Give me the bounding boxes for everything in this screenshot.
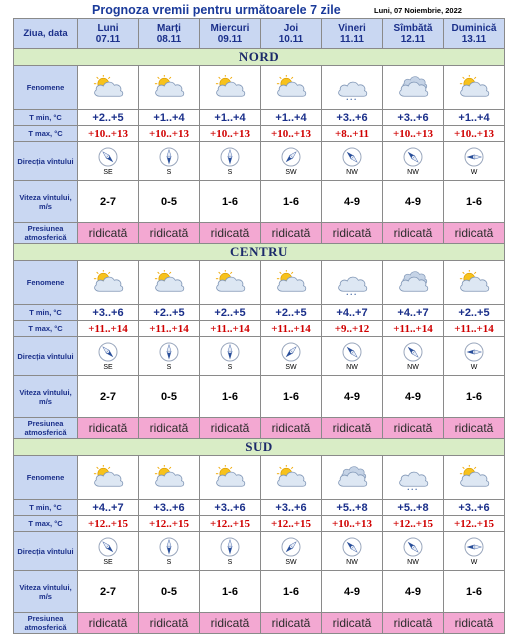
cloudy-icon	[395, 75, 431, 101]
wind-direction-label: SE	[103, 558, 113, 566]
wind-speed-value: 0-5	[139, 376, 200, 418]
weather-cell	[383, 66, 444, 110]
cloudy-icon	[395, 270, 431, 296]
weather-cell	[444, 261, 505, 305]
wind-direction-cell	[78, 142, 139, 181]
wind-direction-cell	[200, 337, 261, 376]
weather-cell	[322, 456, 383, 500]
weather-cell	[200, 261, 261, 305]
wind-direction-cell	[261, 337, 322, 376]
tmin-row	[14, 305, 505, 321]
tmax-value: +10..+13	[139, 126, 200, 142]
wind-speed-row	[14, 181, 505, 223]
tmin-value: +2..+5	[200, 305, 261, 321]
wind-arrow-icon	[281, 342, 301, 362]
wind-direction	[139, 342, 199, 371]
region-name: SUD	[14, 439, 505, 456]
partly-cloudy-icon	[90, 75, 126, 101]
pressure-value: ridicată	[444, 613, 505, 634]
day-name: Vineri	[338, 22, 366, 34]
wind-arrow-icon	[342, 342, 362, 362]
partly-cloudy-icon	[456, 270, 492, 296]
wind-direction-label: SW	[285, 558, 297, 566]
wind-direction-row	[14, 142, 505, 181]
wind-direction-cell	[261, 532, 322, 571]
wind-direction-label: NW	[346, 558, 358, 566]
day-date: 12.11	[400, 33, 426, 45]
weather-cell	[139, 456, 200, 500]
wind-direction-label: S	[227, 363, 233, 371]
wind-speed-value: 1-6	[261, 376, 322, 418]
day-header	[139, 19, 200, 49]
wind-direction-label: W	[470, 363, 478, 371]
wind-direction	[444, 537, 504, 566]
weather-cell	[261, 66, 322, 110]
wind-arrow-icon	[403, 342, 423, 362]
day-date: 11.11	[340, 33, 364, 45]
region-row	[14, 49, 505, 66]
pressure-value: ridicată	[200, 418, 261, 439]
wind-direction-label: NW	[407, 558, 419, 566]
tmax-value: +10..+13	[200, 126, 261, 142]
pressure-value: ridicată	[261, 223, 322, 244]
wind-direction-label: S	[166, 363, 172, 371]
tmin-value: +1..+4	[139, 110, 200, 126]
day-name: Duminică	[451, 22, 497, 34]
tmax-row	[14, 126, 505, 142]
wind-arrow-icon	[220, 147, 240, 167]
wind-speed-value: 1-6	[200, 376, 261, 418]
day-name: Marți	[157, 22, 181, 34]
wind-speed-value: 4-9	[322, 181, 383, 223]
partly-cloudy-icon	[90, 465, 126, 491]
weather-cell	[261, 456, 322, 500]
wind-direction-cell	[322, 142, 383, 181]
pressure-value: ridicată	[200, 223, 261, 244]
tmax-value: +10..+13	[261, 126, 322, 142]
tmax-value: +11..+14	[139, 321, 200, 337]
pressure-label: Presiunea atmosferică	[14, 613, 78, 634]
tmax-label: T max, °C	[14, 126, 78, 142]
day-header	[78, 19, 139, 49]
wind-direction-cell	[139, 337, 200, 376]
weather-cell	[139, 261, 200, 305]
wind-speed-value: 1-6	[200, 571, 261, 613]
wind-direction-cell	[444, 532, 505, 571]
cloud-snow-icon	[395, 465, 431, 491]
tmin-value: +1..+4	[200, 110, 261, 126]
wind-speed-value: 1-6	[261, 181, 322, 223]
wind-speed-label: Viteza vîntului, m/s	[14, 181, 78, 223]
partly-cloudy-icon	[212, 465, 248, 491]
region-name: CENTRU	[14, 244, 505, 261]
pressure-value: ridicată	[139, 223, 200, 244]
tmax-value: +11..+14	[383, 321, 444, 337]
wind-direction	[200, 537, 260, 566]
wind-direction	[78, 147, 138, 176]
wind-direction-label: S	[166, 168, 172, 176]
wind-direction-label: SE	[103, 168, 113, 176]
wind-speed-value: 1-6	[444, 571, 505, 613]
wind-direction-cell	[78, 337, 139, 376]
wind-arrow-icon	[98, 342, 118, 362]
cloud-snow-icon	[334, 270, 370, 296]
wind-speed-value: 4-9	[322, 571, 383, 613]
pressure-value: ridicată	[78, 223, 139, 244]
wind-speed-value: 0-5	[139, 571, 200, 613]
pressure-value: ridicată	[444, 223, 505, 244]
wind-direction-label: SE	[103, 363, 113, 371]
wind-direction-cell	[200, 532, 261, 571]
tmin-row	[14, 110, 505, 126]
wind-direction	[261, 147, 321, 176]
wind-speed-value: 1-6	[444, 376, 505, 418]
wind-direction-cell	[383, 142, 444, 181]
weather-cell	[78, 456, 139, 500]
tmax-value: +12..+15	[200, 516, 261, 532]
fenomene-label: Fenomene	[14, 261, 78, 305]
pressure-value: ridicată	[78, 418, 139, 439]
fenomene-label: Fenomene	[14, 66, 78, 110]
pressure-value: ridicată	[322, 613, 383, 634]
wind-direction-cell	[444, 337, 505, 376]
wind-direction-row	[14, 337, 505, 376]
day-name: Joi	[283, 22, 299, 34]
wind-arrow-icon	[220, 342, 240, 362]
tmin-value: +3..+6	[322, 110, 383, 126]
tmin-value: +3..+6	[444, 500, 505, 516]
tmin-value: +2..+5	[444, 305, 505, 321]
wind-direction	[261, 537, 321, 566]
wind-direction	[322, 537, 382, 566]
wind-direction	[444, 147, 504, 176]
wind-direction-label: W	[470, 168, 478, 176]
wind-direction-cell	[139, 142, 200, 181]
tmax-row	[14, 321, 505, 337]
wind-direction-cell	[383, 337, 444, 376]
wind-direction-cell	[444, 142, 505, 181]
wind-direction	[139, 147, 199, 176]
wind-direction	[322, 147, 382, 176]
wind-direction	[322, 342, 382, 371]
pressure-value: ridicată	[139, 418, 200, 439]
wind-direction-label: NW	[407, 363, 419, 371]
weather-cell	[444, 456, 505, 500]
wind-direction-cell	[322, 337, 383, 376]
partly-cloudy-icon	[273, 465, 309, 491]
wind-direction-row	[14, 532, 505, 571]
tmax-value: +12..+15	[383, 516, 444, 532]
day-header	[383, 19, 444, 49]
pressure-row	[14, 223, 505, 244]
day-name: Sîmbătă	[393, 22, 433, 34]
day-header	[322, 19, 383, 49]
wind-speed-value: 4-9	[383, 376, 444, 418]
wind-direction-label: S	[227, 558, 233, 566]
weather-cell	[322, 66, 383, 110]
tmax-value: +12..+15	[78, 516, 139, 532]
tmin-value: +1..+4	[444, 110, 505, 126]
wind-arrow-icon	[98, 147, 118, 167]
wind-arrow-icon	[220, 537, 240, 557]
tmin-value: +3..+6	[200, 500, 261, 516]
cloud-snow-icon	[334, 75, 370, 101]
tmin-value: +5..+8	[322, 500, 383, 516]
tmax-value: +8..+11	[322, 126, 383, 142]
partly-cloudy-icon	[273, 75, 309, 101]
wind-direction-label-header: Direcția vîntului	[14, 142, 78, 181]
pressure-value: ridicată	[383, 223, 444, 244]
wind-arrow-icon	[464, 147, 484, 167]
weather-cell	[383, 261, 444, 305]
wind-direction-label: NW	[346, 168, 358, 176]
tmax-value: +11..+14	[444, 321, 505, 337]
tmin-value: +3..+6	[78, 305, 139, 321]
tmin-value: +4..+7	[383, 305, 444, 321]
partly-cloudy-icon	[273, 270, 309, 296]
weather-cell	[78, 66, 139, 110]
tmin-label: T min, °C	[14, 500, 78, 516]
partly-cloudy-icon	[151, 270, 187, 296]
tmax-value: +10..+13	[322, 516, 383, 532]
wind-speed-value: 2-7	[78, 571, 139, 613]
wind-speed-label: Viteza vîntului, m/s	[14, 376, 78, 418]
weather-cell	[322, 261, 383, 305]
weather-cell	[78, 261, 139, 305]
tmax-label: T max, °C	[14, 321, 78, 337]
tmin-value: +4..+7	[78, 500, 139, 516]
pressure-value: ridicată	[139, 613, 200, 634]
tmax-value: +11..+14	[78, 321, 139, 337]
wind-arrow-icon	[159, 342, 179, 362]
fenomene-row	[14, 456, 505, 500]
wind-direction	[78, 342, 138, 371]
tmin-value: +2..+5	[261, 305, 322, 321]
day-header	[261, 19, 322, 49]
tmin-value: +3..+6	[261, 500, 322, 516]
wind-speed-value: 2-7	[78, 181, 139, 223]
wind-direction-label-header: Direcția vîntului	[14, 337, 78, 376]
wind-arrow-icon	[464, 537, 484, 557]
weather-cell	[444, 66, 505, 110]
wind-speed-value: 0-5	[139, 181, 200, 223]
wind-arrow-icon	[281, 147, 301, 167]
current-date: Luni, 07 Noiembrie, 2022	[374, 6, 462, 15]
header-row	[14, 19, 505, 49]
wind-direction-label: S	[227, 168, 233, 176]
wind-direction	[444, 342, 504, 371]
day-date: 13.11	[461, 33, 487, 45]
wind-direction	[139, 537, 199, 566]
cloudy-icon	[334, 465, 370, 491]
wind-arrow-icon	[159, 147, 179, 167]
tmax-value: +12..+15	[444, 516, 505, 532]
day-name: Miercuri	[210, 22, 250, 34]
day-date-header: Ziua, data	[14, 19, 78, 49]
tmax-value: +11..+14	[261, 321, 322, 337]
region-name: NORD	[14, 49, 505, 66]
partly-cloudy-icon	[212, 270, 248, 296]
tmin-row	[14, 500, 505, 516]
tmin-value: +2..+5	[139, 305, 200, 321]
weather-cell	[261, 261, 322, 305]
page-title: Prognoza vremii pentru următoarele 7 zile	[92, 3, 341, 17]
partly-cloudy-icon	[90, 270, 126, 296]
wind-direction	[78, 537, 138, 566]
wind-speed-value: 4-9	[383, 181, 444, 223]
wind-arrow-icon	[464, 342, 484, 362]
tmax-label: T max, °C	[14, 516, 78, 532]
tmin-value: +1..+4	[261, 110, 322, 126]
day-header	[200, 19, 261, 49]
tmax-value: +10..+13	[444, 126, 505, 142]
wind-speed-value: 1-6	[200, 181, 261, 223]
weather-cell	[200, 66, 261, 110]
tmax-value: +10..+13	[383, 126, 444, 142]
wind-direction	[383, 147, 443, 176]
pressure-value: ridicată	[322, 223, 383, 244]
region-row	[14, 439, 505, 456]
pressure-label: Presiunea atmosferică	[14, 223, 78, 244]
wind-speed-value: 4-9	[322, 376, 383, 418]
region-row	[14, 244, 505, 261]
pressure-value: ridicată	[261, 613, 322, 634]
day-header	[444, 19, 505, 49]
wind-direction-cell	[200, 142, 261, 181]
tmax-value: +10..+13	[78, 126, 139, 142]
wind-arrow-icon	[403, 147, 423, 167]
tmin-label: T min, °C	[14, 110, 78, 126]
pressure-value: ridicată	[261, 418, 322, 439]
partly-cloudy-icon	[151, 465, 187, 491]
wind-direction	[383, 342, 443, 371]
wind-direction	[383, 537, 443, 566]
wind-direction-label: NW	[346, 363, 358, 371]
wind-direction-cell	[261, 142, 322, 181]
pressure-label: Presiunea atmosferică	[14, 418, 78, 439]
day-date: 07.11	[95, 33, 121, 45]
wind-direction-cell	[383, 532, 444, 571]
pressure-value: ridicată	[322, 418, 383, 439]
partly-cloudy-icon	[212, 75, 248, 101]
wind-direction-label: SW	[285, 363, 297, 371]
day-date: 10.11	[278, 33, 304, 45]
wind-arrow-icon	[281, 537, 301, 557]
day-date: 09.11	[217, 33, 243, 45]
tmin-value: +3..+6	[383, 110, 444, 126]
wind-direction	[200, 147, 260, 176]
forecast-table	[13, 18, 505, 634]
tmax-value: +12..+15	[139, 516, 200, 532]
wind-arrow-icon	[159, 537, 179, 557]
wind-direction-cell	[322, 532, 383, 571]
wind-speed-value: 1-6	[261, 571, 322, 613]
fenomene-row	[14, 66, 505, 110]
tmax-row	[14, 516, 505, 532]
tmax-value: +11..+14	[200, 321, 261, 337]
weather-cell	[383, 456, 444, 500]
fenomene-row	[14, 261, 505, 305]
wind-speed-value: 2-7	[78, 376, 139, 418]
wind-direction-cell	[139, 532, 200, 571]
pressure-value: ridicată	[383, 613, 444, 634]
fenomene-label: Fenomene	[14, 456, 78, 500]
wind-direction-label: NW	[407, 168, 419, 176]
wind-arrow-icon	[98, 537, 118, 557]
wind-direction-label-header: Direcția vîntului	[14, 532, 78, 571]
wind-direction	[261, 342, 321, 371]
wind-direction-label: W	[470, 558, 478, 566]
day-name: Luni	[97, 22, 119, 34]
tmin-label: T min, °C	[14, 305, 78, 321]
pressure-value: ridicată	[200, 613, 261, 634]
tmin-value: +4..+7	[322, 305, 383, 321]
tmax-value: +9..+12	[322, 321, 383, 337]
pressure-row	[14, 613, 505, 634]
partly-cloudy-icon	[456, 75, 492, 101]
partly-cloudy-icon	[456, 465, 492, 491]
day-date: 08.11	[156, 33, 182, 45]
tmin-value: +3..+6	[139, 500, 200, 516]
tmax-value: +12..+15	[261, 516, 322, 532]
wind-arrow-icon	[342, 147, 362, 167]
wind-direction-label: SW	[285, 168, 297, 176]
tmin-value: +5..+8	[383, 500, 444, 516]
wind-speed-value: 4-9	[383, 571, 444, 613]
wind-direction-cell	[78, 532, 139, 571]
partly-cloudy-icon	[151, 75, 187, 101]
weather-cell	[200, 456, 261, 500]
wind-direction	[200, 342, 260, 371]
weather-cell	[139, 66, 200, 110]
tmin-value: +2..+5	[78, 110, 139, 126]
pressure-value: ridicată	[444, 418, 505, 439]
pressure-row	[14, 418, 505, 439]
wind-speed-row	[14, 571, 505, 613]
wind-speed-row	[14, 376, 505, 418]
wind-arrow-icon	[403, 537, 423, 557]
wind-speed-value: 1-6	[444, 181, 505, 223]
pressure-value: ridicată	[383, 418, 444, 439]
pressure-value: ridicată	[78, 613, 139, 634]
wind-direction-label: S	[166, 558, 172, 566]
wind-speed-label: Viteza vîntului, m/s	[14, 571, 78, 613]
wind-arrow-icon	[342, 537, 362, 557]
